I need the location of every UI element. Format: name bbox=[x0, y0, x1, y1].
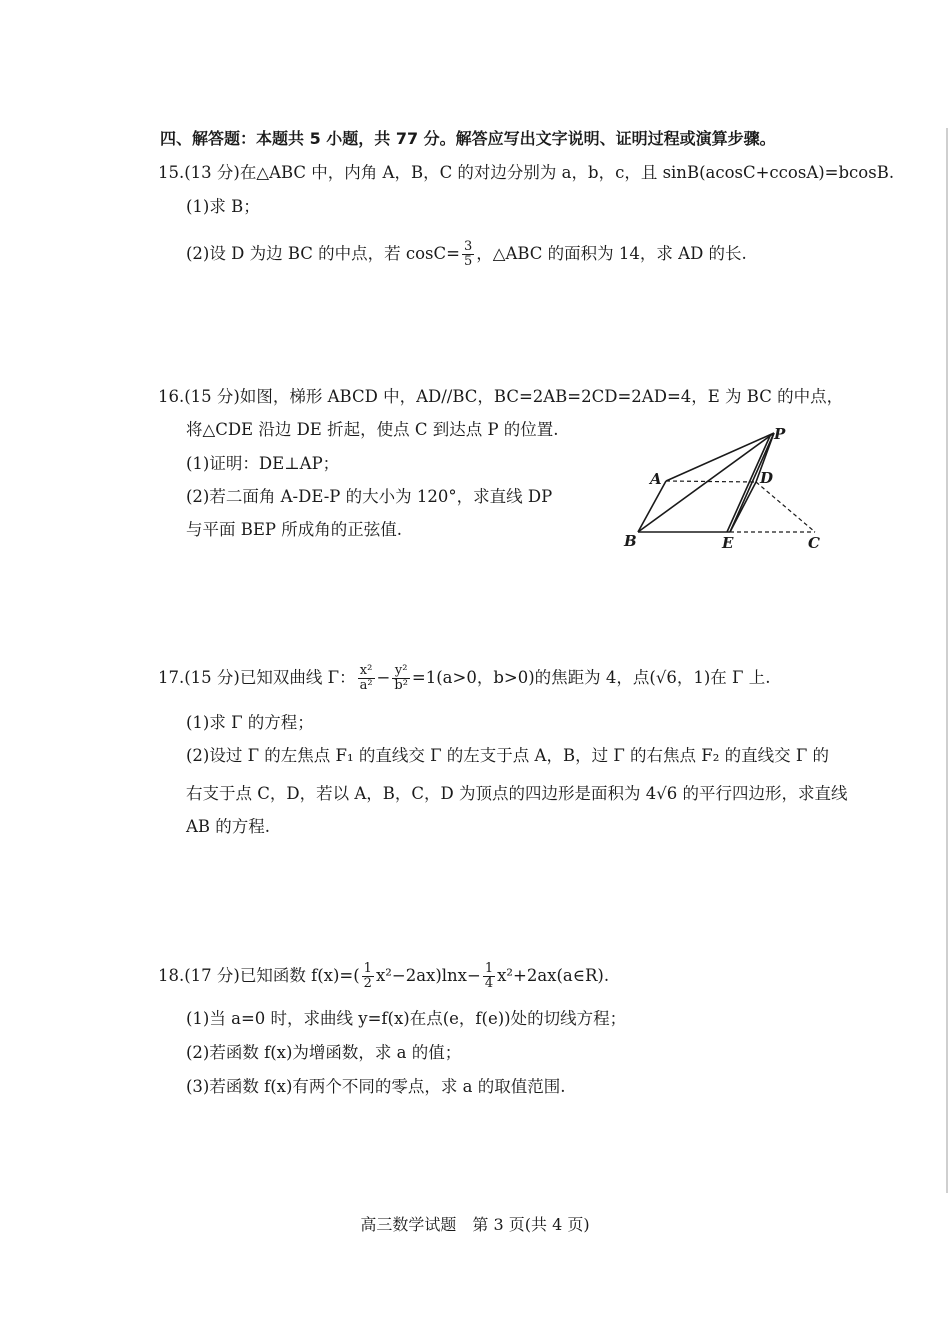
question-18-part-3: (3)若函数 f(x)有两个不同的零点，求 a 的取值范围. bbox=[186, 1077, 566, 1096]
fraction-numerator: 1 bbox=[484, 961, 494, 976]
question-text: =1(a>0，b>0)的焦距为 4，点(√6，1)在 Γ 上. bbox=[411, 668, 771, 687]
fraction-denominator: b² bbox=[394, 678, 408, 693]
edge-DE bbox=[730, 482, 756, 532]
fraction-denominator: 4 bbox=[484, 976, 494, 991]
fraction-denominator: a² bbox=[359, 678, 373, 693]
section-heading: 四、解答题：本题共 5 小题，共 77 分。解答应写出文字说明、证明过程或演算步骤。 bbox=[160, 129, 776, 148]
part-text: ，△ABC 的面积为 14，求 AD 的长. bbox=[476, 244, 747, 263]
question-18-stem bbox=[158, 962, 609, 991]
question-text: 已知双曲线 Γ： bbox=[239, 668, 356, 687]
question-number: 18. bbox=[158, 966, 185, 985]
fraction-numerator: x² bbox=[358, 664, 375, 679]
question-18-part-1: (1)当 a=0 时，求曲线 y=f(x)在点(e，f(e))处的切线方程； bbox=[186, 1009, 627, 1028]
question-score: (13 分) bbox=[184, 163, 240, 182]
question-17-part-2-line-3: AB 的方程. bbox=[186, 817, 271, 836]
edge-AB bbox=[638, 481, 666, 532]
question-17-part-1: (1)求 Γ 的方程； bbox=[186, 713, 314, 732]
question-16-part-2-line-2: 与平面 BEP 所成角的正弦值. bbox=[186, 520, 403, 539]
label-C: C bbox=[808, 534, 820, 552]
trapezoid-fold-figure bbox=[610, 420, 840, 560]
question-15-part-2 bbox=[186, 240, 747, 269]
question-text: 在△ABC 中，内角 A，B，C 的对边分别为 a，b，c，且 sinB(acosC+ccosA)=bcosB. bbox=[239, 163, 895, 182]
page-footer: 高三数学试题 第 3 页(共 4 页) bbox=[360, 1215, 590, 1234]
question-16-part-2-line-1: (2)若二面角 A-DE-P 的大小为 120°，求直线 DP bbox=[186, 487, 553, 506]
label-D: D bbox=[760, 469, 774, 487]
fraction-numerator: y² bbox=[392, 664, 410, 679]
question-text: x²+2ax(a∈R). bbox=[497, 966, 610, 985]
question-16-part-1: (1)证明：DE⊥AP； bbox=[186, 454, 340, 473]
question-text: x²−2ax)lnx− bbox=[375, 966, 481, 985]
fraction-denominator: 5 bbox=[463, 254, 473, 269]
page-edge-line bbox=[946, 128, 948, 1193]
label-P: P bbox=[774, 425, 786, 443]
question-17-part-2-line-2: 右支于点 C，D，若以 A，B，C，D 为顶点的四边形是面积为 4√6 的平行四边形，求直线 bbox=[186, 784, 848, 803]
question-15-part-1: (1)求 B； bbox=[186, 197, 260, 216]
fraction-cos-c bbox=[462, 240, 474, 269]
label-B: B bbox=[624, 532, 637, 550]
question-15-stem bbox=[158, 162, 894, 184]
fraction-one-half bbox=[362, 962, 374, 991]
question-16-stem-line-1 bbox=[158, 386, 843, 408]
question-number: 17. bbox=[158, 668, 185, 687]
fraction-denominator: 2 bbox=[363, 976, 372, 991]
question-number: 15. bbox=[158, 163, 185, 182]
question-score: (17 分) bbox=[184, 966, 240, 985]
fraction-numerator: 3 bbox=[463, 239, 473, 254]
fraction-numerator: 1 bbox=[363, 961, 372, 976]
label-A: A bbox=[650, 470, 662, 488]
fraction-one-quarter bbox=[483, 962, 495, 991]
question-16-stem-line-2: 将△CDE 沿边 DE 折起，使点 C 到达点 P 的位置. bbox=[186, 420, 559, 439]
hidden-edge-DC bbox=[756, 482, 815, 532]
label-E: E bbox=[722, 534, 734, 552]
question-18-part-2: (2)若函数 f(x)为增函数，求 a 的值； bbox=[186, 1043, 462, 1062]
hidden-edge-AD bbox=[666, 481, 756, 482]
question-score: (15 分) bbox=[184, 387, 240, 406]
question-text: 已知函数 f(x)=( bbox=[239, 966, 360, 985]
question-17-stem: 17.(15 分)已知双曲线 Γ： $\frac{\text{x²}}{\text{a²}}$ − $\frac{\text{y²}}{\text{b²}}$ =1(a>0，b>0)的焦距为 4，点(√6，1)在 Γ 上. bbox=[158, 663, 771, 693]
fraction-y2-b2 bbox=[392, 664, 410, 693]
fraction-x2-a2 bbox=[358, 664, 375, 693]
question-number: 16. bbox=[158, 387, 185, 406]
question-score: (15 分) bbox=[184, 668, 240, 687]
question-17-part-2-line-1: (2)设过 Γ 的左焦点 F₁ 的直线交 Γ 的左支于点 A，B，过 Γ 的右焦点 F₂ 的直线交 Γ 的 bbox=[186, 746, 830, 765]
part-text: (2)设 D 为边 BC 的中点，若 cosC= bbox=[186, 244, 460, 263]
question-text: 如图，梯形 ABCD 中，AD//BC，BC=2AB=2CD=2AD=4，E 为 BC 的中点， bbox=[239, 387, 844, 406]
edge-AP bbox=[666, 433, 774, 481]
